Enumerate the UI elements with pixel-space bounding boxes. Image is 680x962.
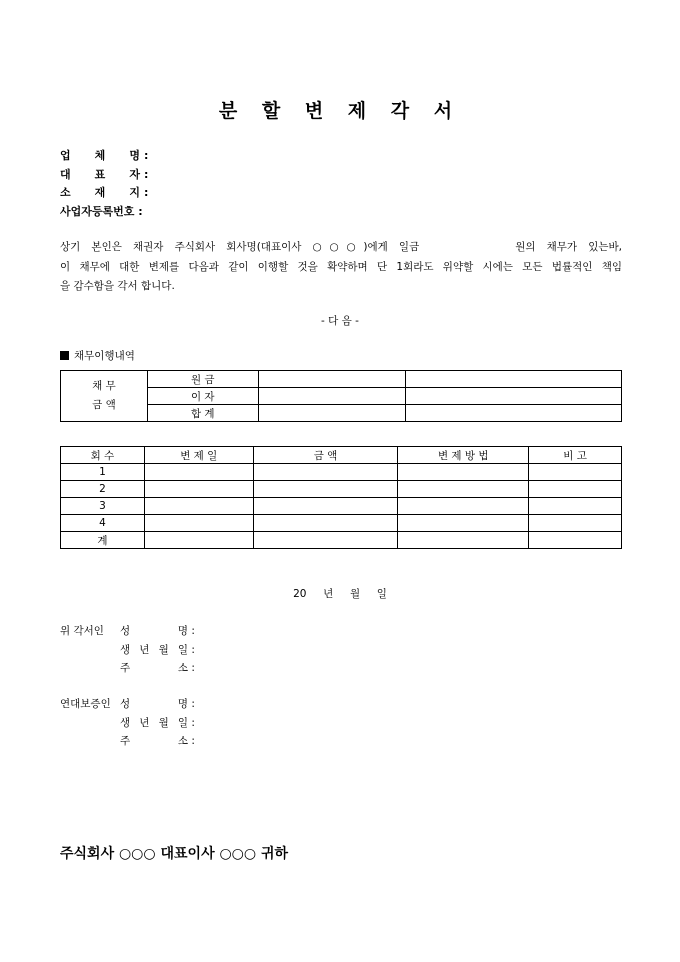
header-round: 회 수 (61, 447, 145, 464)
intro-line-3: 을 감수함을 각서 합니다. (60, 280, 175, 292)
interest-label: 이 자 (147, 388, 258, 405)
debt-group-cell: 채 무 금 액 (61, 371, 148, 422)
signer-address-row: 주 소 : (120, 662, 195, 674)
interest-value[interactable] (258, 388, 406, 405)
table-row (61, 371, 622, 388)
company-name-row: 업 체 명 : (60, 149, 149, 162)
total-note[interactable] (406, 405, 622, 422)
date-line: 20 년 월 일 (293, 588, 387, 600)
guarantor-address-row: 주 소 : (120, 735, 195, 747)
document-title: 분 할 변 제 각 서 (218, 100, 462, 122)
signer-group-label: 위 각서인 (60, 625, 104, 637)
signer-birth-row: 생 년 월 일 : (120, 644, 195, 656)
debt-amount-table (60, 370, 622, 422)
principal-value[interactable] (258, 371, 406, 388)
table-row: 3 (61, 498, 622, 515)
principal-label: 원 금 (147, 371, 258, 388)
business-number-row: 사업자등록번호 : (60, 205, 143, 218)
header-repay-method: 변 제 방 법 (398, 447, 529, 464)
section-title: 채무이행내역 (74, 350, 135, 362)
table-row: 1 (61, 464, 622, 481)
square-bullet-icon (60, 351, 69, 360)
business-number-label: 사업자등록번호 (60, 205, 135, 218)
representative-row: 대 표 자 : (60, 168, 149, 181)
representative-label: 대 표 자 (60, 168, 140, 181)
addressee-line: 주식회사 ○○○ 대표이사 ○○○ 귀하 (60, 846, 289, 862)
guarantor-birth-row: 생 년 월 일 : (120, 717, 195, 729)
header-repay-date: 변 제 일 (144, 447, 253, 464)
table-row: 2 (61, 481, 622, 498)
intro-line-1: 상기 본인은 채권자 주식회사 회사명(대표이사 ○○○)에게 일금 원의 채무가 있는바, (60, 241, 622, 253)
section-heading (60, 348, 135, 363)
header-amount: 금 액 (253, 447, 398, 464)
total-label: 합 계 (147, 405, 258, 422)
address-row: 소 재 지 : (60, 186, 149, 199)
intro-line-2: 이 채무에 대한 변제를 다음과 같이 이행할 것을 확약하며 단 1회라도 위약할 시에는 모든 법률적인 책임 (60, 260, 622, 273)
interest-note[interactable] (406, 388, 622, 405)
address-label: 소 재 지 (60, 186, 140, 199)
guarantor-name-row: 연대보증인 성 명 : (60, 698, 195, 710)
repayment-schedule-table (60, 446, 622, 549)
header-remarks: 비 고 (529, 447, 622, 464)
guarantor-group-label: 연대보증인 (60, 698, 111, 710)
table-row: 계 (61, 532, 622, 549)
table-header-row (61, 447, 622, 464)
total-value[interactable] (258, 405, 406, 422)
table-row: 4 (61, 515, 622, 532)
principal-note[interactable] (406, 371, 622, 388)
company-name-label: 업 체 명 (60, 149, 140, 162)
intro-paragraph (60, 238, 622, 297)
signer-name-row: 위 각서인 성 명 : (60, 625, 195, 637)
dacum-heading: - 다 음 - (321, 315, 359, 327)
